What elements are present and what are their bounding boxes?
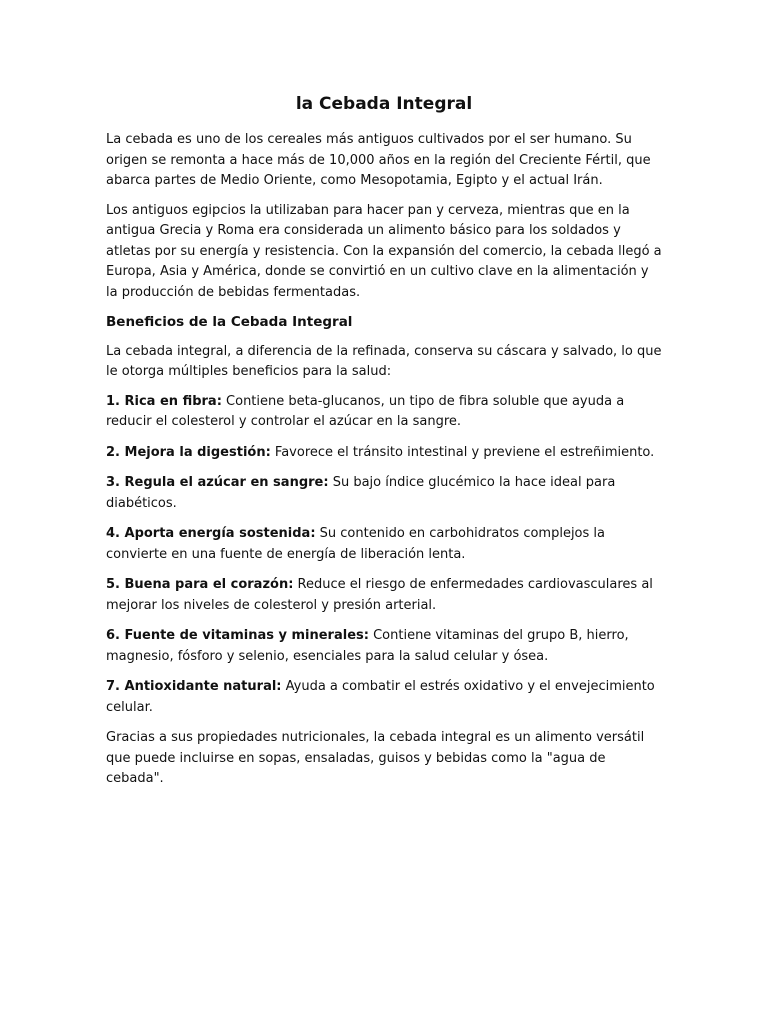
benefit-item <box>106 443 662 464</box>
intro-paragraph-origin: La cebada es uno de los cereales más antiguos cultivados por el ser humano. Su origen se remonta a hace más de 10,000 años en la región del Creciente Fértil, que abarca partes de Medio Oriente, como Mesopotamia, Egipto y el actual Irán. <box>106 132 651 188</box>
benefit-item <box>106 626 662 667</box>
document-title: la Cebada Integral <box>295 94 473 114</box>
benefit-item <box>106 473 662 514</box>
benefit-text: Reduce el riesgo de enfermedades cardiovasculares al mejorar los niveles de colesterol y presión arterial. <box>106 577 653 613</box>
benefits-intro: La cebada integral, a diferencia de la refinada, conserva su cáscara y salvado, lo que le otorga múltiples beneficios para la salud: <box>106 343 662 379</box>
document-body <box>106 92 662 799</box>
benefit-item <box>106 392 662 433</box>
benefit-text: Ayuda a combatir el estrés oxidativo y el envejecimiento celular. <box>106 679 655 715</box>
benefit-lead: 5. Buena para el corazón: <box>106 577 294 592</box>
benefit-lead: 7. Antioxidante natural: <box>106 679 282 694</box>
benefit-text: Contiene beta-glucanos, un tipo de fibra soluble que ayuda a reducir el colesterol y controlar el azúcar en la sangre. <box>106 393 625 429</box>
benefit-item <box>106 575 662 616</box>
intro-paragraph-history: Los antiguos egipcios la utilizaban para hacer pan y cerveza, mientras que en la antigua Grecia y Roma era considerada un alimento básico para los soldados y atletas por su energía y resistencia. Con la expansión del comercio, la cebada llegó a Europa, Asia y América, donde se convirtió en un cultivo clave en la alimentación y la producción de bebidas fermentadas. <box>106 202 662 300</box>
benefit-item <box>106 524 662 565</box>
benefit-lead: 1. Rica en fibra: <box>106 393 222 409</box>
benefit-lead: 3. Regula el azúcar en sangre: <box>106 475 329 490</box>
benefit-lead: 6. Fuente de vitaminas y minerales: <box>106 628 369 643</box>
benefits-heading: Beneficios de la Cebada Integral <box>106 314 353 330</box>
benefit-text: Contiene vitaminas del grupo B, hierro, magnesio, fósforo y selenio, esenciales para la salud celular y ósea. <box>106 628 629 664</box>
benefit-lead: 4. Aporta energía sostenida: <box>106 526 316 541</box>
benefit-text: Su bajo índice glucémico la hace ideal para diabéticos. <box>106 475 616 511</box>
benefit-lead: 2. Mejora la digestión: <box>106 444 271 460</box>
benefit-item <box>106 677 662 718</box>
benefit-text: Favorece el tránsito intestinal y previene el estreñimiento. <box>270 444 655 460</box>
benefit-text: Su contenido en carbohidratos complejos la convierte en una fuente de energía de liberación lenta. <box>106 526 605 562</box>
closing-paragraph: Gracias a sus propiedades nutricionales, la cebada integral es un alimento versátil que puede incluirse en sopas, ensaladas, guisos y bebidas como la "agua de cebada". <box>106 730 645 786</box>
